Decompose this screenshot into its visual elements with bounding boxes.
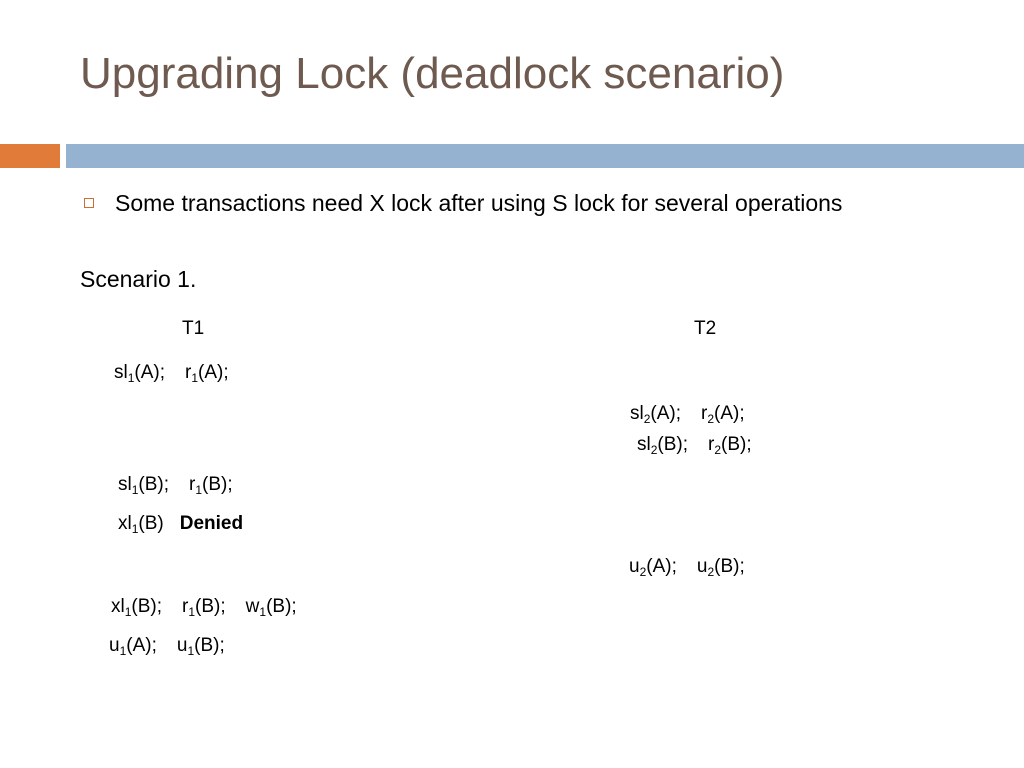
t1-op-xl1-b [118, 513, 164, 534]
operation: $sl_2(A)$; [630, 403, 682, 426]
t1-op-row-2 [118, 474, 233, 496]
operation: $sl_1(B)$; [118, 474, 170, 497]
operation: $r_2(A)$; [701, 403, 745, 426]
t1-op-row-1 [114, 362, 229, 384]
t1-op-row-5 [109, 635, 225, 657]
denied-status: Denied [179, 513, 244, 534]
operation: $r_1(B)$; [189, 474, 233, 497]
operation: $r_2(B)$; [708, 434, 752, 457]
bullet-text: Some transactions need X lock after using S lock for several operations [115, 190, 843, 216]
t1-op-row-3 [118, 513, 243, 535]
operation: $u_1(B)$; [176, 635, 225, 658]
t2-op-row-2 [637, 434, 752, 456]
operation: $xl_1(B)$; [111, 596, 163, 619]
t2-op-row-3 [629, 556, 745, 578]
column-header-t1: T1 [182, 318, 205, 339]
operation: $sl_2(B)$; [637, 434, 689, 457]
operation: $u_1(A)$; [109, 635, 157, 658]
column-header-t2: T2 [694, 318, 717, 339]
accent-bar-blue [66, 144, 1024, 168]
operation: $w_1(B)$; [245, 596, 297, 619]
operation: $u_2(A)$; [629, 556, 677, 579]
operation: $u_2(B)$; [696, 556, 745, 579]
t2-op-row-1 [630, 403, 745, 425]
operation: $r_1(A)$; [185, 362, 229, 385]
slide-title: Upgrading Lock (deadlock scenario) [80, 49, 785, 98]
operation: $r_1(B)$; [182, 596, 226, 619]
t1-op-row-4 [111, 596, 297, 618]
accent-bar-orange [0, 144, 60, 168]
operation: $sl_1(A)$; [114, 362, 166, 385]
operation: $xl_1(B)$ [118, 513, 164, 536]
bullet-square-icon [84, 198, 94, 208]
scenario-label: Scenario 1. [80, 266, 197, 292]
